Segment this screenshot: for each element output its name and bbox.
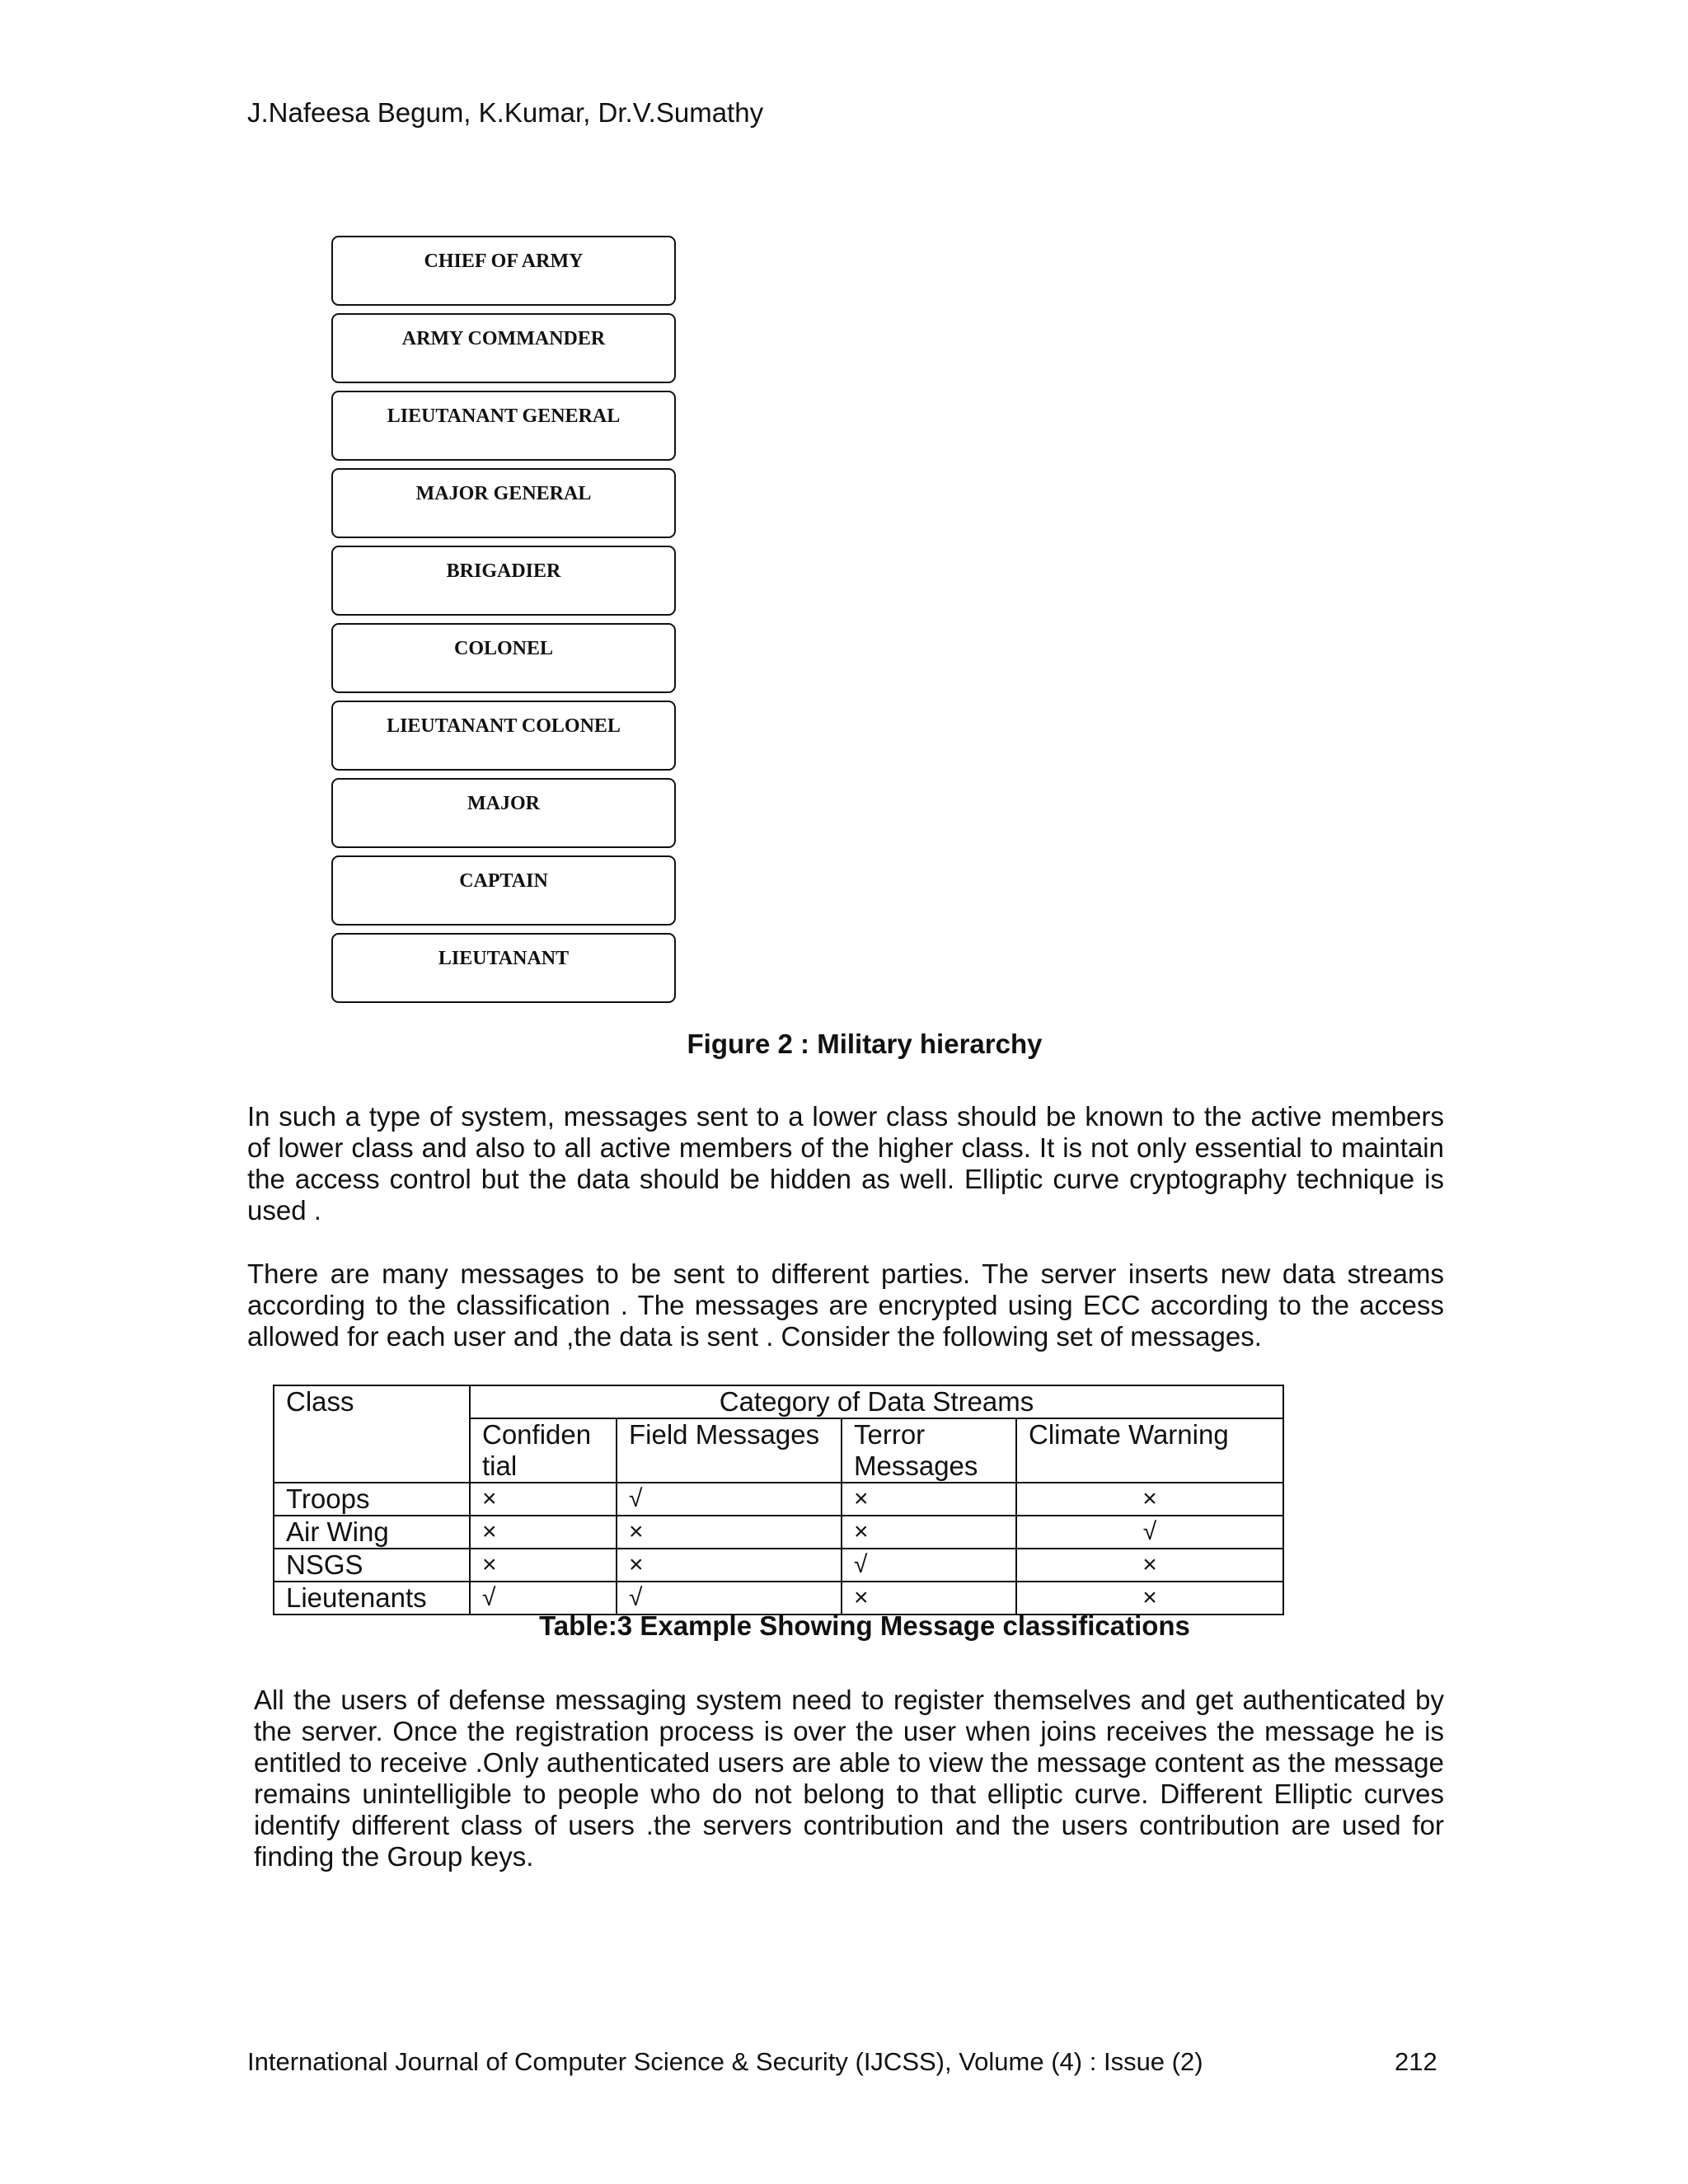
message-classification-table [273,1385,1284,1615]
paragraph-system-description: In such a type of system, messages sent to a lower class should be known to the active members of lower class and also to all active members of the higher class. It is not only essential to maintain the access control but the data should be hidden as well. Elliptic curve cryptography technique is used . [247,1101,1444,1226]
figure-caption: Figure 2 : Military hierarchy [687,1029,1043,1059]
rank-box-lieutenant-general: LIEUTANANT GENERAL [331,391,676,461]
rank-box-colonel: COLONEL [331,623,676,693]
paragraph-registration: All the users of defense messaging system need to register themselves and get authenticated by the server. Once the registration process is over the user when joins receives the message he is entitled to receive .Only authenticated users are able to view the message content as the message remains unintelligible to people who do not belong to that elliptic curve. Different Elliptic curves identify different class of users .the servers contribution and the users contribution are used for finding the Group keys. [254,1685,1444,1872]
table-caption: Table:3 Example Showing Message classifications [539,1610,1190,1641]
rank-box-army-commander: ARMY COMMANDER [331,313,676,383]
table-header-class: Class [274,1385,470,1483]
table-col-terror-messages: Terror Messages [842,1418,1016,1483]
rank-box-brigadier: BRIGADIER [331,546,676,616]
rank-box-chief-of-army: CHIEF OF ARMY [331,236,676,306]
table-row [274,1483,1283,1516]
page-number: 212 [1395,2047,1437,2076]
table-cell: √ [617,1483,842,1516]
row-label: NSGS [274,1549,470,1582]
table-col-climate-warning: Climate Warning [1016,1418,1283,1483]
rank-box-captain: CAPTAIN [331,855,676,926]
table-cell: √ [842,1549,1016,1582]
row-label: Troops [274,1483,470,1516]
row-label: Lieutenants [274,1582,470,1615]
table-col-confidential: Confiden tial [470,1418,617,1483]
table-header-category: Category of Data Streams [470,1385,1283,1418]
table-cell: × [1016,1483,1283,1516]
paragraph-message-streams: There are many messages to be sent to different parties. The server inserts new data streams according to the classification . The messages are encrypted using ECC according to the access allowed for each user and ,the data is sent . Consider the following set of messages. [247,1258,1444,1352]
table-cell: × [1016,1549,1283,1582]
table-col-field-messages: Field Messages [617,1418,842,1483]
table-cell: × [842,1516,1016,1549]
rank-box-lieutenant-colonel: LIEUTANANT COLONEL [331,701,676,771]
table-cell: × [1016,1582,1283,1615]
table-cell: × [470,1483,617,1516]
table-cell: × [617,1516,842,1549]
table-cell: × [617,1549,842,1582]
running-header-authors: J.Nafeesa Begum, K.Kumar, Dr.V.Sumathy [247,97,764,128]
military-hierarchy-diagram [331,236,679,1010]
table-row [274,1582,1283,1615]
table-cell: × [470,1549,617,1582]
table-header-row [274,1385,1283,1418]
table-cell: √ [617,1582,842,1615]
footer-journal: International Journal of Computer Science & Security (IJCSS), Volume (4) : Issue (2) [247,2047,1203,2076]
table-cell: √ [1016,1516,1283,1549]
table-cell: × [470,1516,617,1549]
table-row [274,1549,1283,1582]
rank-box-lieutenant: LIEUTANANT [331,933,676,1003]
rank-box-major-general: MAJOR GENERAL [331,468,676,538]
table-cell: × [842,1483,1016,1516]
rank-box-major: MAJOR [331,778,676,848]
table-cell: × [842,1582,1016,1615]
table-row [274,1516,1283,1549]
table-cell: √ [470,1582,617,1615]
row-label: Air Wing [274,1516,470,1549]
